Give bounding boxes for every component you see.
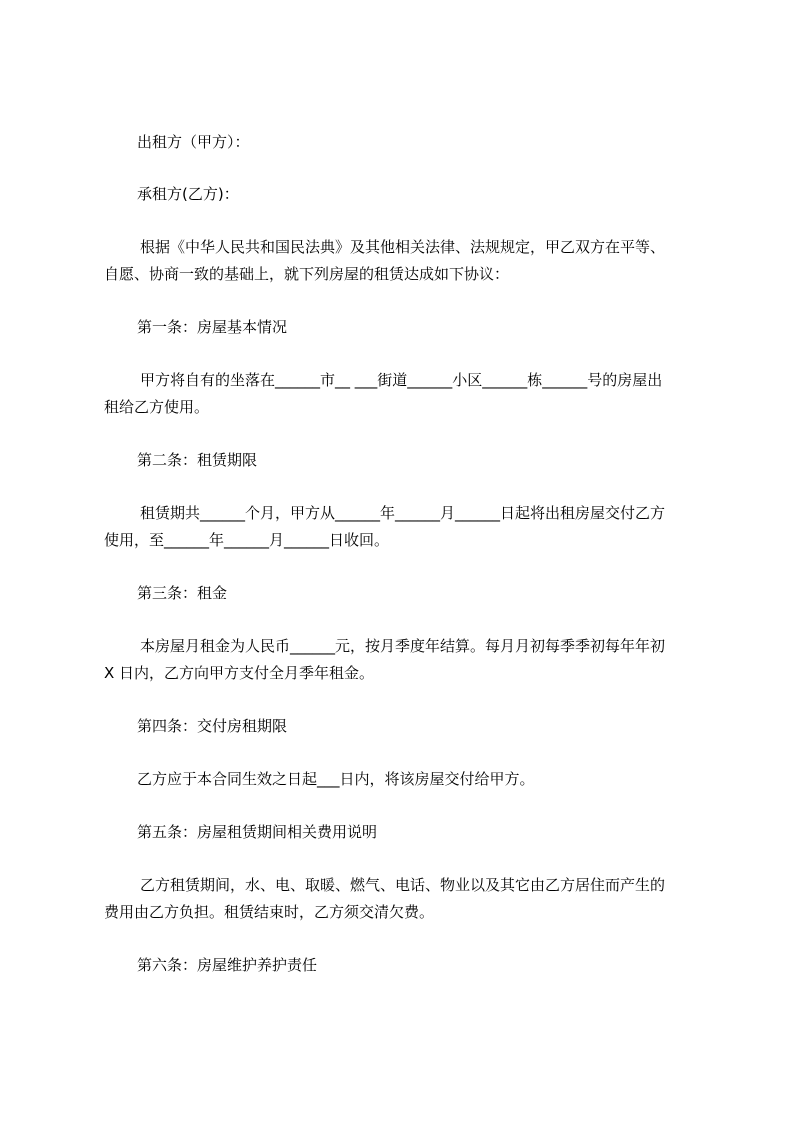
article-2-heading: 第二条：租赁期限 bbox=[137, 451, 258, 469]
article-4-heading: 第四条：交付房租期限 bbox=[137, 717, 288, 735]
lessor-line: 出租方（甲方）： bbox=[137, 133, 250, 151]
article-4-text-line-1: 乙方应于本合同生效之日起___日内，将该房屋交付给甲方。 bbox=[137, 770, 535, 788]
preamble-line-2: 自愿、协商一致的基础上，就下列房屋的租赁达成如下协议： bbox=[104, 265, 510, 283]
article-1-heading: 第一条：房屋基本情况 bbox=[137, 318, 288, 336]
article-5-text-line-2: 费用由乙方负担。租赁结束时，乙方须交清欠费。 bbox=[104, 903, 435, 921]
article-3-heading: 第三条：租金 bbox=[137, 584, 228, 602]
article-1-text-line-1: 甲方将自有的坐落在______市__ ___街道______小区______栋______号的房屋出 bbox=[140, 371, 663, 389]
article-3-text-line-1: 本房屋月租金为人民币______元，按月季度年结算。每月月初每季季初每年年初 bbox=[140, 637, 666, 655]
preamble-line-1: 根据《中华人民共和国民法典》及其他相关法律、法规规定，甲乙双方在平等、 bbox=[140, 238, 666, 256]
article-3-text-line-2: X 日内，乙方向甲方支付全月季年租金。 bbox=[104, 664, 375, 682]
article-6-heading: 第六条：房屋维护养护责任 bbox=[137, 956, 318, 974]
article-2-text-line-2: 使用，至______年______月______日收回。 bbox=[104, 531, 390, 549]
lessee-line: 承租方(乙方)： bbox=[137, 185, 239, 203]
article-1-text-line-2: 租给乙方使用。 bbox=[104, 398, 210, 416]
article-5-heading: 第五条：房屋租赁期间相关费用说明 bbox=[137, 823, 378, 841]
article-5-text-line-1: 乙方租赁期间，水、电、取暖、燃气、电话、物业以及其它由乙方居住而产生的 bbox=[140, 876, 666, 894]
article-2-text-line-1: 租赁期共______个月，甲方从______年______月______日起将出租房屋交付乙方 bbox=[140, 504, 666, 522]
